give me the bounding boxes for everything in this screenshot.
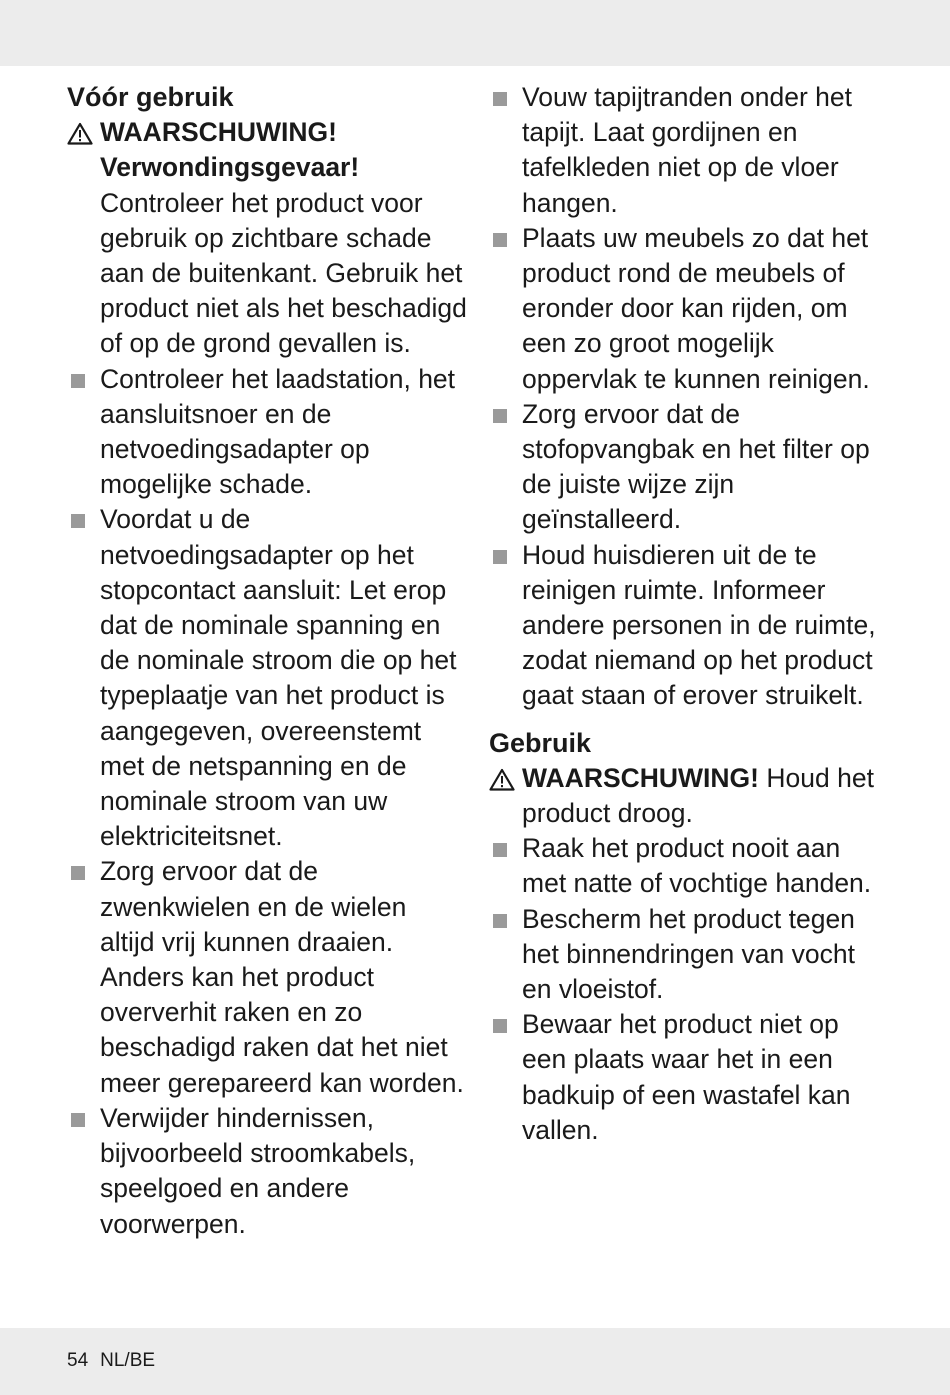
list-item bbox=[489, 80, 889, 221]
section-heading-use: Gebruik bbox=[489, 727, 592, 758]
square-bullet-icon bbox=[493, 550, 507, 564]
top-band bbox=[0, 0, 950, 66]
warning-title: WAARSCHUWING! bbox=[100, 117, 337, 148]
list-item bbox=[489, 397, 889, 538]
square-bullet-icon bbox=[493, 914, 507, 928]
list-item-text: Zorg ervoor dat de stofopvangbak en het filter op de juiste wijze zijn geïnstalleerd. bbox=[522, 398, 870, 535]
language-code: NL/BE bbox=[100, 1350, 156, 1371]
list-item bbox=[67, 1101, 467, 1242]
warning-text: Controleer het product voor gebruik op zichtbare schade aan de buitenkant. Gebruik het product niet als het beschadigd of op de grond gevallen is. bbox=[100, 187, 467, 359]
warning-triangle-icon bbox=[67, 122, 93, 145]
list-item bbox=[489, 221, 889, 397]
page-footer bbox=[67, 1350, 167, 1372]
list-item-text: Raak het product nooit aan met natte of vochtige handen. bbox=[522, 833, 872, 899]
warning-text: Houd het product droog. bbox=[522, 762, 874, 829]
warning-title: WAARSCHUWING! bbox=[522, 762, 759, 793]
left-column bbox=[67, 80, 467, 1242]
list-item-text: Bewaar het product niet op een plaats waar het in een badkuip of een wastafel kan vallen. bbox=[522, 1009, 851, 1145]
section-heading-before-use: Vóór gebruik bbox=[67, 82, 234, 112]
warning-block-injury bbox=[67, 115, 467, 361]
list-item bbox=[67, 502, 467, 854]
square-bullet-icon bbox=[71, 514, 85, 528]
square-bullet-icon bbox=[71, 866, 85, 880]
list-item bbox=[489, 538, 889, 714]
right-column bbox=[489, 80, 889, 1148]
list-item-text: Vouw tapijtranden onder het tapijt. Laat gordijnen en tafelkleden niet op de vloer hangen. bbox=[522, 82, 853, 218]
list-item-text: Controleer het laadstation, het aansluitsnoer en de netvoedingsadapter op mogelijke schade. bbox=[100, 363, 456, 500]
page-number: 54 bbox=[67, 1350, 89, 1371]
square-bullet-icon bbox=[71, 1113, 85, 1127]
list-item-text: Verwijder hindernissen, bijvoorbeeld stroomkabels, speelgoed en andere voorwerpen. bbox=[100, 1102, 416, 1239]
list-item-text: Voordat u de netvoedingsadapter op het stopcontact aansluit: Let erop dat de nominale spanning en de nominale stroom die op het typeplaatje van het product is aangegeven, overeenstemt met de netspanning en de nominale stroom van uw elektriciteitsnet. bbox=[100, 504, 457, 852]
spacer bbox=[489, 714, 889, 726]
list-item-text: Plaats uw meubels zo dat het product rond de meubels of eronder door kan rijden, om een zo groot mogelijk oppervlak te kunnen reinigen. bbox=[522, 222, 870, 394]
list-item bbox=[67, 362, 467, 503]
square-bullet-icon bbox=[493, 92, 507, 106]
square-bullet-icon bbox=[71, 374, 85, 388]
square-bullet-icon bbox=[493, 233, 507, 247]
square-bullet-icon bbox=[493, 1019, 507, 1033]
warning-block-dry bbox=[489, 761, 889, 831]
square-bullet-icon bbox=[493, 843, 507, 857]
warning-triangle-icon bbox=[489, 768, 515, 791]
list-item bbox=[489, 1007, 889, 1148]
warning-subtitle: Verwondingsgevaar! bbox=[100, 152, 360, 183]
list-item bbox=[67, 854, 467, 1100]
list-item-text: Bescherm het product tegen het binnendringen van vocht en vloeistof. bbox=[522, 903, 855, 1005]
list-item-text: Houd huisdieren uit de te reinigen ruimte. Informeer andere personen in de ruimte, zodat niemand op het product gaat staan of erover struikelt. bbox=[522, 539, 876, 711]
list-item bbox=[489, 831, 889, 901]
list-item bbox=[489, 902, 889, 1008]
list-item-text: Zorg ervoor dat de zwenkwielen en de wielen altijd vrij kunnen draaien. Anders kan het product oververhit raken en zo beschadigd raken dat het niet meer gerepareerd kan worden. bbox=[100, 856, 464, 1098]
square-bullet-icon bbox=[493, 409, 507, 423]
